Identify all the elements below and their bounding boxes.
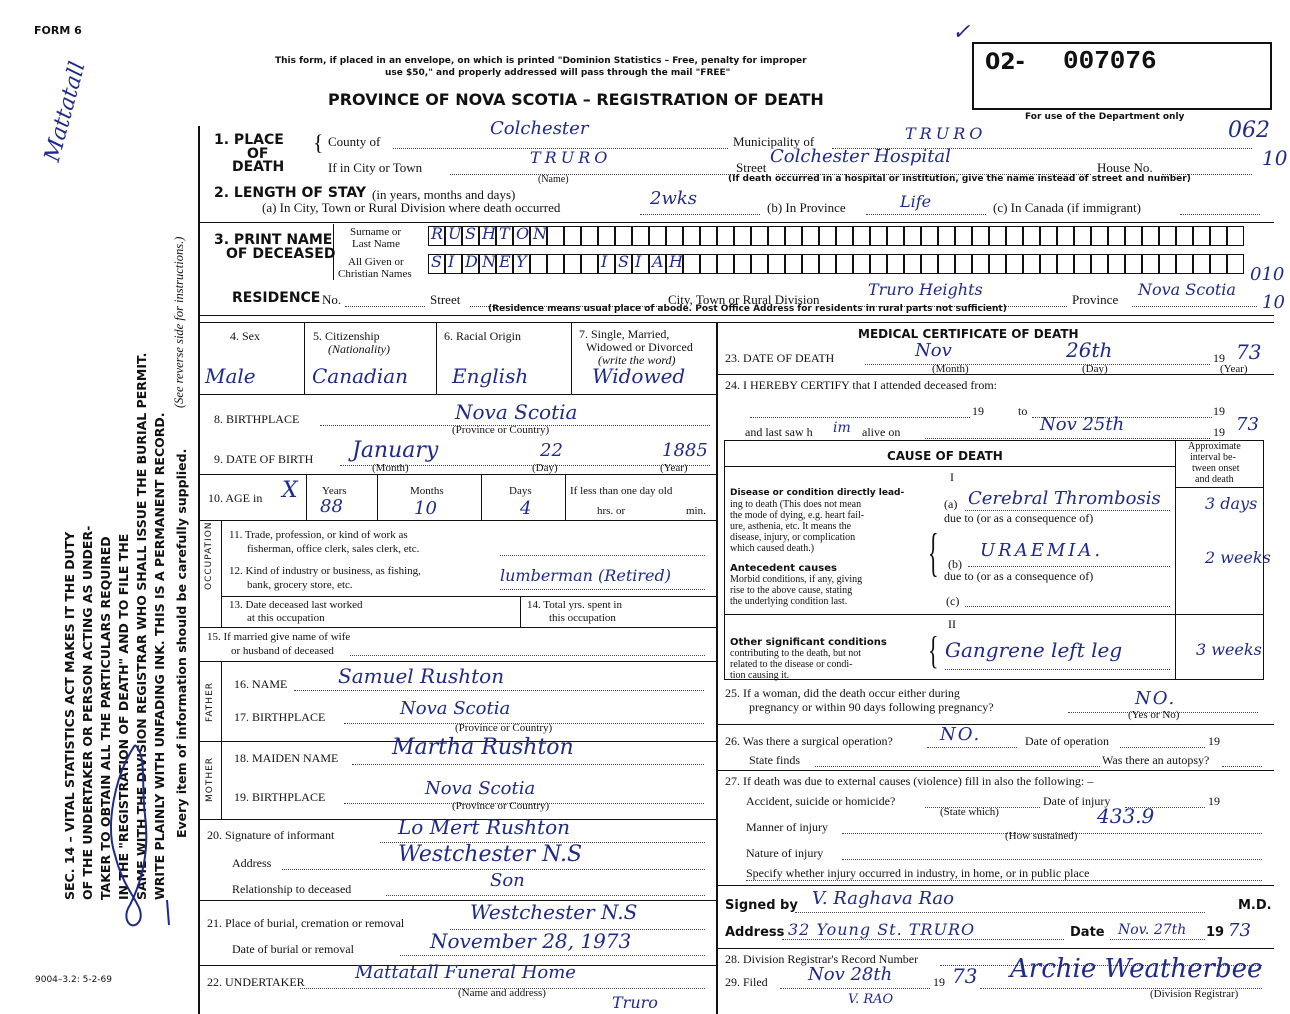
- undertaker-value: Mattatall Funeral Home: [355, 962, 576, 983]
- direct-cause-line2: ing to death (This does not mean: [730, 499, 862, 510]
- father-birthplace-label: 17. BIRTHPLACE: [234, 710, 326, 724]
- mother-side-label: MOTHER: [205, 756, 215, 802]
- occupation-q11-line2: fisherman, office clerk, sales clerk, etc.: [247, 543, 420, 555]
- given-char: S: [431, 252, 442, 271]
- county-value: Colchester: [490, 118, 589, 139]
- sex-label: 4. Sex: [230, 329, 260, 343]
- last-saw-year-prefix: 19: [1213, 425, 1225, 439]
- residence-code-bottom: 10: [1262, 292, 1285, 313]
- direct-cause-line4: ure, asthenia, etc. It means the: [730, 521, 852, 532]
- burial-place-value: Westchester N.S: [470, 900, 638, 924]
- occupation-side-label: OCCUPATION: [204, 521, 214, 590]
- cause-part-2: II: [948, 617, 956, 631]
- registrar-signature: Archie Weatherbee: [1010, 954, 1263, 984]
- accident-label: Accident, suicide or homicide?: [746, 794, 896, 808]
- interval-header-4: and death: [1195, 474, 1234, 485]
- antecedent-line4: the underlying condition last.: [730, 596, 848, 607]
- department-use-label: For use of the Department only: [1025, 112, 1185, 122]
- occupation-q13-line2: at this occupation: [247, 612, 325, 624]
- attended-label: 24. I HEREBY CERTIFY that I attended deceased from:: [725, 378, 997, 392]
- informant-address-value: Westchester N.S: [398, 842, 583, 867]
- other-conditions-line3: related to the disease or condi-: [730, 659, 853, 670]
- cause-a-label: (a): [944, 497, 958, 511]
- citizenship-value: Canadian: [312, 364, 409, 388]
- given-char: I: [635, 252, 642, 271]
- sex-value: Male: [205, 364, 256, 388]
- last-saw-date: Nov 25th: [1040, 414, 1125, 435]
- given-char: N: [482, 252, 496, 271]
- relationship-value: Son: [490, 870, 525, 891]
- postage-notice-line2: use $50," and properly addressed will pass through the mail "FREE": [385, 68, 731, 78]
- relationship-label: Relationship to deceased: [232, 882, 352, 896]
- yes-no-caption: (Yes or No): [1128, 709, 1180, 721]
- interval-header-3: tween onset: [1192, 463, 1240, 474]
- occupation-q11-line1: 11. Trade, profession, or kind of work as: [229, 529, 408, 541]
- death-year-prefix: 19: [1213, 351, 1225, 365]
- form-number: FORM 6: [34, 24, 82, 37]
- burial-place-label: 21. Place of burial, cremation or removal: [207, 916, 405, 930]
- statistical-code-value: 433.9: [1097, 804, 1155, 828]
- residence-code-top: 010: [1250, 264, 1285, 285]
- registration-prefix: 02-: [985, 50, 1025, 75]
- dob-day-caption: (Day): [532, 462, 558, 474]
- birthplace-label: 8. BIRTHPLACE: [214, 412, 300, 426]
- informant-address-label: Address: [232, 856, 272, 870]
- house-value: 10: [1262, 146, 1288, 170]
- every-item-note: Every item of information should be carefully supplied.: [174, 448, 189, 838]
- last-saw-pronoun: im: [833, 420, 851, 436]
- injury-place-label: Specify whether injury occurred in industry, in home, or in public place: [746, 866, 1090, 880]
- years-label: Years: [322, 485, 347, 497]
- registrar-caption: (Division Registrar): [1150, 988, 1239, 1000]
- place-label-3: DEATH: [232, 159, 285, 175]
- given-label-2: Christian Names: [338, 268, 412, 280]
- mother-birthplace-value: Nova Scotia: [425, 778, 536, 799]
- direct-cause-line6: which caused death.): [730, 543, 815, 554]
- occupation-q14-line2: this occupation: [549, 612, 616, 624]
- burial-date-value: November 28, 1973: [430, 929, 632, 953]
- act-line-1: SEC. 14 – VITAL STATISTICS ACT MAKES IT THE DUTY: [62, 531, 77, 900]
- interval-header-1: Approximate: [1188, 441, 1241, 452]
- father-name-value: Samuel Rushton: [338, 664, 505, 688]
- residence-note: (Residence means usual place of abode. Post Office Address for residents in rural parts not sufficient): [488, 304, 1007, 314]
- surgical-operation-value: NO.: [940, 724, 982, 745]
- cause-b-value: URAEMIA.: [980, 540, 1104, 561]
- filed-year-prefix: 19: [933, 975, 945, 989]
- age-mark: X: [282, 478, 298, 503]
- cause-b-interval: 2 weeks: [1205, 548, 1271, 567]
- marital-label-2: Widowed or Divorced: [586, 340, 693, 354]
- filed-year-value: 73: [952, 964, 978, 988]
- stay-province-label: (b) In Province: [767, 200, 846, 215]
- surname-label-1: Surname or: [350, 226, 402, 238]
- surname-char: R: [431, 224, 444, 243]
- autopsy-label: Was there an autopsy?: [1102, 753, 1210, 767]
- undertaker-label: 22. UNDERTAKER: [207, 975, 305, 989]
- surname-label-2: Last Name: [352, 238, 400, 250]
- dob-label: 9. DATE OF BIRTH: [214, 452, 314, 466]
- given-char: D: [465, 252, 478, 271]
- physician-address-value: 32 Young St. TRURO: [788, 920, 976, 939]
- surname-char: H: [482, 224, 496, 243]
- external-causes-label: 27. If death was due to external causes (violence) fill in also the following: –: [725, 774, 1094, 788]
- filed-label: 29. Filed: [725, 975, 768, 989]
- last-saw-year: 73: [1236, 414, 1259, 435]
- operation-date-label: Date of operation: [1025, 734, 1109, 748]
- dob-year-value: 1885: [662, 440, 708, 461]
- surgical-operation-label: 26. Was there a surgical operation?: [725, 734, 893, 748]
- injury-year-prefix: 19: [1208, 794, 1220, 808]
- residence-no-label: No.: [322, 292, 342, 307]
- residence-province-value: Nova Scotia: [1138, 280, 1236, 299]
- citizenship-label: 5. Citizenship: [313, 329, 380, 343]
- minutes-label: min.: [686, 505, 706, 517]
- given-label-1: All Given or: [348, 256, 404, 268]
- mother-maiden-label: 18. MAIDEN NAME: [234, 751, 339, 765]
- direct-cause-line1: Disease or condition directly lead-: [730, 488, 905, 498]
- days-value: 4: [520, 498, 532, 519]
- hours-label: hrs. or: [597, 505, 626, 517]
- manner-of-injury-label: Manner of injury: [746, 820, 828, 834]
- citizenship-note: (Nationality): [328, 342, 390, 356]
- given-char: I: [601, 252, 608, 271]
- see-reverse-note: (See reverse side for instructions.): [172, 236, 186, 408]
- other-conditions-line2: contributing to the death, but not: [730, 648, 862, 659]
- less-than-day-label: If less than one day old: [570, 485, 673, 497]
- last-saw-label: and last saw h: [745, 425, 813, 439]
- birthplace-caption: (Province or Country): [452, 424, 550, 436]
- stay-label-note: (in years, months and days): [372, 187, 516, 202]
- injury-date-label: Date of injury: [1043, 794, 1111, 808]
- burial-date-label: Date of burial or removal: [232, 942, 354, 956]
- surname-char: N: [533, 224, 547, 243]
- how-sustained-caption: (How sustained): [1005, 830, 1078, 842]
- occupation-q13-line1: 13. Date deceased last worked: [229, 599, 363, 611]
- surname-char: U: [448, 224, 462, 243]
- municipality-label: Municipality of: [733, 134, 815, 149]
- given-char: S: [618, 252, 629, 271]
- act-line-2: OF THE UNDERTAKER OR PERSON ACTING AS UNDER-: [80, 525, 95, 900]
- cause-part-1: I: [950, 470, 954, 484]
- alive-on-label: alive on: [862, 425, 901, 439]
- surname-char: S: [465, 224, 476, 243]
- cause-c-label: (c): [946, 594, 960, 608]
- dob-year-caption: (Year): [660, 462, 688, 474]
- months-value: 10: [414, 498, 437, 519]
- residence-street-label: Street: [430, 292, 461, 307]
- marital-label-1: 7. Single, Married,: [579, 327, 670, 341]
- dob-month-caption: (Month): [372, 462, 409, 474]
- direct-cause-line5: disease, injury, or complication: [730, 532, 856, 543]
- registrar-initials: V. RAO: [848, 992, 894, 1007]
- pregnancy-label-2: pregnancy or within 90 days following pregnancy?: [749, 700, 994, 714]
- informant-label: 20. Signature of informant: [207, 828, 335, 842]
- residence-city-value: Truro Heights: [868, 280, 983, 299]
- stay-city-value: 2wks: [650, 188, 698, 209]
- informant-signature: Lo Mert Rushton: [398, 815, 570, 839]
- death-day-caption: (Day): [1082, 363, 1108, 375]
- mother-birthplace-caption: (Province or Country): [452, 800, 550, 812]
- residence-label: RESIDENCE: [232, 290, 321, 306]
- attended-from-year-prefix: 19: [972, 404, 984, 418]
- city-label: If in City or Town: [328, 160, 423, 175]
- other-conditions-line1: Other significant conditions: [730, 637, 887, 648]
- medical-certificate-title: MEDICAL CERTIFICATE OF DEATH: [858, 327, 1079, 341]
- form-code: 9004–3.2: 5-2-69: [35, 975, 113, 985]
- postage-notice-line1: This form, if placed in an envelope, on which is printed "Dominion Statistics – Free, penalty for improper: [275, 56, 807, 66]
- checkmark-icon: ✓: [952, 20, 971, 45]
- occupation-q12-line2: bank, grocery store, etc.: [247, 579, 353, 591]
- place-label-2: OF: [247, 146, 269, 162]
- occupation-industry-value: lumberman (Retired): [500, 566, 671, 585]
- street-value: Colchester Hospital: [770, 146, 951, 167]
- undertaker-town: Truro: [612, 993, 658, 1012]
- record-number-label: 28. Division Registrar's Record Number: [725, 952, 919, 966]
- spouse-label-2: or husband of deceased: [231, 645, 334, 657]
- attended-to-label: to: [1018, 404, 1028, 418]
- act-line-3: TAKER TO OBTAIN ALL THE PARTICULARS REQUIRED: [98, 536, 113, 900]
- cause-b-due-to: due to (or as a consequence of): [944, 569, 1094, 583]
- street-label: Street: [736, 160, 767, 175]
- residence-city-label: City, Town or Rural Division: [668, 292, 820, 307]
- act-line-6: WRITE PLAINLY WITH UNFADING INK. THIS IS A PERMANENT RECORD.: [152, 412, 167, 900]
- dob-day-value: 22: [540, 440, 563, 461]
- other-conditions-brace: {: [928, 627, 939, 673]
- surname-char: T: [499, 224, 510, 243]
- death-month-caption: (Month): [932, 363, 969, 375]
- certificate-date-value: Nov. 27th: [1118, 922, 1187, 938]
- other-conditions-line4: tion causing it.: [730, 670, 790, 681]
- hospital-note: (If death occurred in a hospital or institution, give the name instead of street and number): [728, 174, 1191, 184]
- certificate-date-label: Date: [1070, 925, 1105, 940]
- cause-a-due-to: due to (or as a consequence of): [944, 511, 1094, 525]
- city-value: TRURO: [530, 148, 612, 167]
- mother-birthplace-label: 19. BIRTHPLACE: [234, 790, 326, 804]
- margin-annotation: Mattatall: [40, 59, 91, 165]
- form-title: PROVINCE OF NOVA SCOTIA – REGISTRATION OF DEATH: [328, 90, 824, 109]
- marital-value: Widowed: [592, 364, 686, 388]
- father-name-label: 16. NAME: [234, 677, 288, 691]
- given-char: H: [669, 252, 683, 271]
- act-line-5: SAME WITH THE DIVISION REGISTRAR WHO SHALL ISSUE THE BURIAL PERMIT.: [134, 352, 149, 900]
- years-value: 88: [320, 496, 343, 517]
- given-char: Y: [516, 252, 527, 271]
- stay-canada-label: (c) In Canada (if immigrant): [993, 200, 1141, 215]
- dob-month-value: January: [352, 438, 439, 463]
- mother-maiden-value: Martha Rushton: [392, 735, 574, 760]
- pregnancy-label-1: 25. If a woman, did the death occur either during: [725, 686, 960, 700]
- death-day-value: 26th: [1066, 338, 1113, 362]
- death-year-value: 73: [1236, 340, 1262, 364]
- occupation-q12-line1: 12. Kind of industry or business, as fishing,: [229, 565, 421, 577]
- municipality-value: TRURO: [905, 124, 987, 143]
- surname-char: O: [516, 224, 530, 243]
- act-line-4: IN THE "REGISTRATION OF DEATH" AND TO FILE THE: [116, 533, 131, 900]
- cause-a-interval: 3 days: [1205, 494, 1258, 513]
- given-char: E: [499, 252, 511, 271]
- given-char: A: [652, 252, 664, 271]
- registration-number: 007076: [1063, 46, 1157, 76]
- attended-to-year-prefix: 19: [1213, 404, 1225, 418]
- name-label-2: OF DECEASED: [226, 246, 336, 262]
- city-name-caption: (Name): [538, 174, 569, 185]
- residence-province-label: Province: [1072, 292, 1119, 307]
- direct-cause-line3: the mode of dying, e.g. heart fail-: [730, 510, 865, 521]
- md-label: M.D.: [1238, 898, 1272, 913]
- antecedent-line1: Antecedent causes: [730, 563, 837, 574]
- pregnancy-value: NO.: [1135, 688, 1177, 709]
- other-conditions-interval: 3 weeks: [1196, 640, 1262, 659]
- death-month-value: Nov: [915, 340, 952, 361]
- antecedent-line3: rise to the above cause, stating: [730, 585, 853, 596]
- occupation-q14-line1: 14. Total yrs. spent in: [527, 599, 622, 611]
- given-char: I: [448, 252, 455, 271]
- death-year-caption: (Year): [1220, 363, 1248, 375]
- place-code: 062: [1228, 118, 1270, 143]
- antecedent-line2: Morbid conditions, if any, giving: [730, 574, 863, 585]
- place-brace: {: [313, 130, 324, 155]
- margin-scribble-icon: [95, 735, 175, 935]
- father-side-label: FATHER: [205, 681, 215, 722]
- days-label: Days: [509, 485, 532, 497]
- birthplace-value: Nova Scotia: [455, 400, 578, 424]
- signed-by-label: Signed by: [725, 898, 798, 913]
- cause-a-value: Cerebral Thrombosis: [968, 488, 1161, 509]
- state-finds-label: State finds: [749, 753, 800, 767]
- nature-of-injury-label: Nature of injury: [746, 846, 824, 860]
- stay-province-value: Life: [900, 192, 932, 211]
- racial-origin-label: 6. Racial Origin: [444, 329, 521, 343]
- death-date-label: 23. DATE OF DEATH: [725, 351, 835, 365]
- father-birthplace-caption: (Province or Country): [455, 722, 553, 734]
- certificate-year-value: 73: [1228, 920, 1251, 941]
- operation-year-prefix: 19: [1208, 734, 1220, 748]
- name-label-1: 3. PRINT NAME: [214, 232, 333, 248]
- undertaker-caption: (Name and address): [458, 987, 546, 999]
- marital-label-3: (write the word): [598, 353, 676, 367]
- house-label: House No.: [1097, 160, 1153, 175]
- stay-city-label: (a) In City, Town or Rural Division where death occurred: [262, 200, 561, 215]
- age-label: 10. AGE in: [208, 491, 263, 505]
- county-label: County of: [328, 134, 381, 149]
- physician-signature: V. Raghava Rao: [812, 888, 954, 909]
- months-label: Months: [410, 485, 444, 497]
- other-conditions-value: Gangrene left leg: [945, 638, 1123, 662]
- physician-address-label: Address: [725, 925, 785, 940]
- certificate-year-prefix: 19: [1206, 925, 1225, 940]
- antecedent-brace: {: [928, 521, 939, 582]
- filed-date-value: Nov 28th: [808, 964, 893, 985]
- spouse-label-1: 15. If married give name of wife: [207, 631, 351, 643]
- state-which-caption: (State which): [940, 806, 999, 818]
- interval-header-2: interval be-: [1190, 452, 1236, 463]
- father-birthplace-value: Nova Scotia: [400, 698, 511, 719]
- racial-origin-value: English: [452, 364, 529, 388]
- stay-label: 2. LENGTH OF STAY: [214, 185, 367, 201]
- place-label-1: 1. PLACE: [214, 132, 284, 148]
- cause-of-death-title: CAUSE OF DEATH: [887, 449, 1003, 463]
- cause-b-label: (b): [948, 557, 962, 571]
